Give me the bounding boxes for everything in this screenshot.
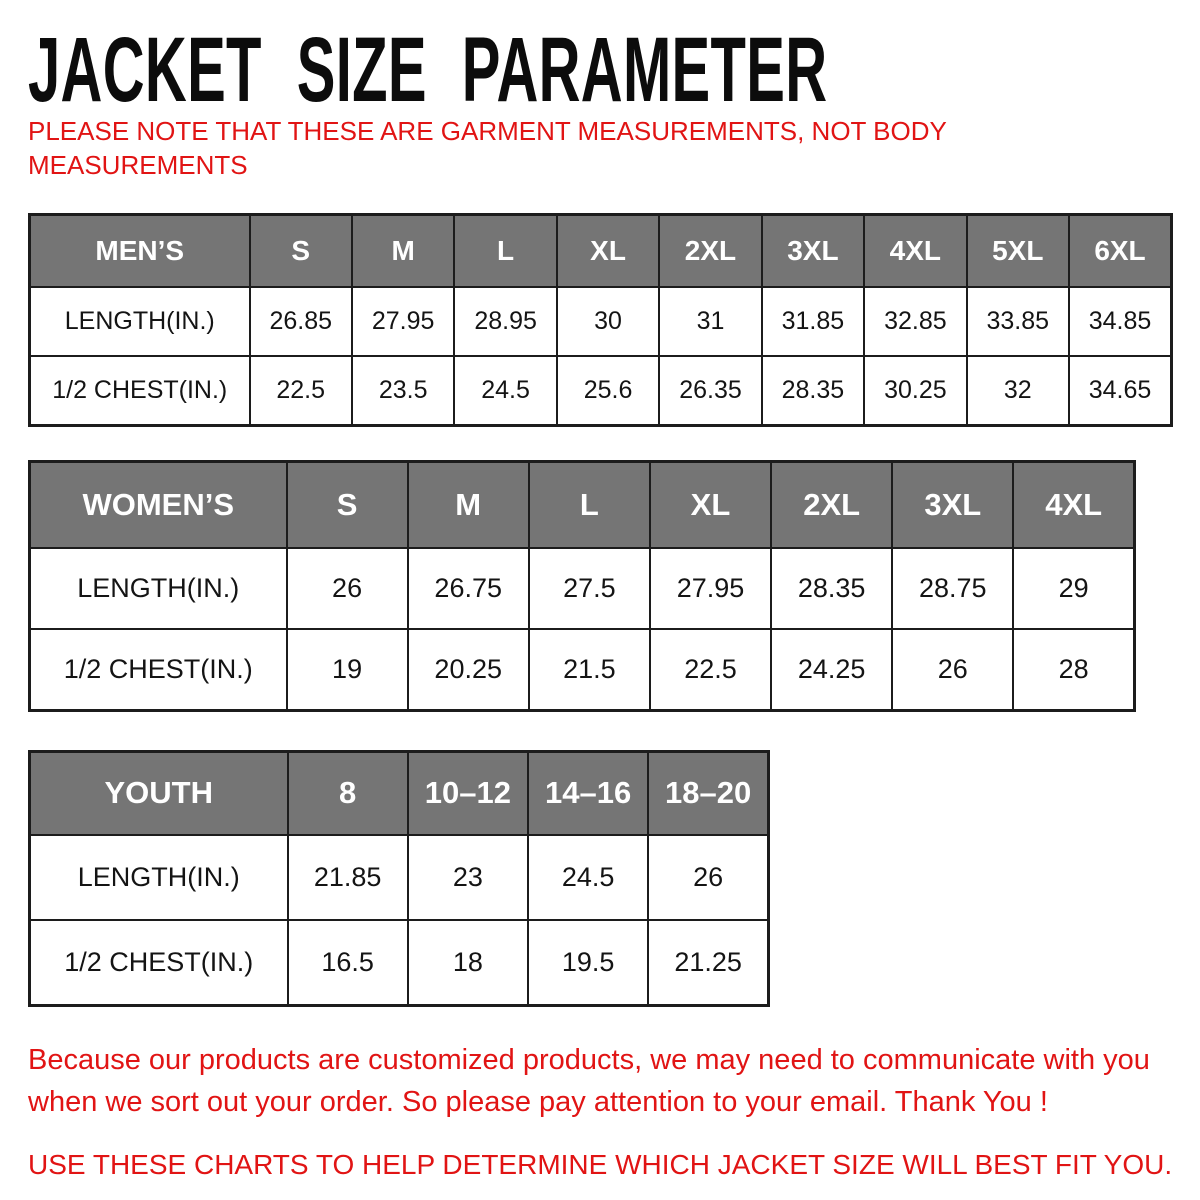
mens-size-header: 4XL <box>864 214 966 287</box>
row-label: LENGTH(IN.) <box>30 548 287 629</box>
measurement-cell: 31 <box>659 287 761 356</box>
row-label: 1/2 CHEST(IN.) <box>30 356 250 426</box>
table-row <box>30 629 1135 711</box>
measurement-cell: 25.6 <box>557 356 659 426</box>
measurement-cell: 30.25 <box>864 356 966 426</box>
womens-size-header: 2XL <box>771 461 892 548</box>
measurement-cell: 19 <box>287 629 408 711</box>
measurement-cell: 27.95 <box>650 548 771 629</box>
measurement-cell: 22.5 <box>650 629 771 711</box>
measurement-cell: 24.25 <box>771 629 892 711</box>
mens-size-header: 3XL <box>762 214 864 287</box>
measurement-cell: 26 <box>892 629 1013 711</box>
youth-header-row <box>30 751 769 835</box>
row-label: 1/2 CHEST(IN.) <box>30 629 287 711</box>
measurement-cell: 23.5 <box>352 356 454 426</box>
youth-size-header: 8 <box>288 751 408 835</box>
mens-size-header: M <box>352 214 454 287</box>
youth-size-header: 14–16 <box>528 751 648 835</box>
measurement-cell: 26.75 <box>408 548 529 629</box>
measurement-cell: 33.85 <box>967 287 1069 356</box>
mens-size-header: 5XL <box>967 214 1069 287</box>
measurement-cell: 28.75 <box>892 548 1013 629</box>
measurement-cell: 27.5 <box>529 548 650 629</box>
measurement-cell: 32.85 <box>864 287 966 356</box>
row-label: LENGTH(IN.) <box>30 287 250 356</box>
youth-size-header: 18–20 <box>648 751 768 835</box>
table-row <box>30 548 1135 629</box>
row-label: 1/2 CHEST(IN.) <box>30 920 288 1006</box>
youth-size-table <box>28 750 770 1007</box>
table-row <box>30 287 1172 356</box>
page-title: JACKET SIZE PARAMETER <box>28 19 828 121</box>
mens-size-header: 2XL <box>659 214 761 287</box>
womens-size-header: L <box>529 461 650 548</box>
measurement-cell: 16.5 <box>288 920 408 1006</box>
measurement-cell: 26.35 <box>659 356 761 426</box>
measurement-cell: 20.25 <box>408 629 529 711</box>
measurement-cell: 34.85 <box>1069 287 1172 356</box>
mens-group-label: MEN’S <box>30 214 250 287</box>
mens-size-header: 6XL <box>1069 214 1172 287</box>
measurement-cell: 26.85 <box>250 287 352 356</box>
youth-size-header: 10–12 <box>408 751 528 835</box>
measurement-cell: 26 <box>648 835 768 920</box>
womens-header-row <box>30 461 1135 548</box>
womens-size-header: 3XL <box>892 461 1013 548</box>
table-row <box>30 920 769 1006</box>
measurement-cell: 22.5 <box>250 356 352 426</box>
garment-measurement-note: PLEASE NOTE THAT THESE ARE GARMENT MEASUREMENTS, NOT BODY MEASUREMENTS <box>28 116 947 181</box>
measurement-cell: 28.95 <box>454 287 556 356</box>
measurement-cell: 18 <box>408 920 528 1006</box>
table-row <box>30 356 1172 426</box>
mens-size-header: S <box>250 214 352 287</box>
womens-size-header: 4XL <box>1013 461 1134 548</box>
measurement-cell: 21.85 <box>288 835 408 920</box>
womens-size-header: M <box>408 461 529 548</box>
measurement-cell: 32 <box>967 356 1069 426</box>
measurement-cell: 21.25 <box>648 920 768 1006</box>
measurement-cell: 19.5 <box>528 920 648 1006</box>
measurement-cell: 31.85 <box>762 287 864 356</box>
table-row <box>30 835 769 920</box>
womens-group-label: WOMEN’S <box>30 461 287 548</box>
measurement-cell: 29 <box>1013 548 1134 629</box>
mens-header-row <box>30 214 1172 287</box>
measurement-cell: 21.5 <box>529 629 650 711</box>
chart-usage-instruction: USE THESE CHARTS TO HELP DETERMINE WHICH JACKET SIZE WILL BEST FIT YOU. <box>28 1148 1173 1180</box>
measurement-cell: 30 <box>557 287 659 356</box>
measurement-cell: 23 <box>408 835 528 920</box>
measurement-cell: 34.65 <box>1069 356 1172 426</box>
measurement-cell: 26 <box>287 548 408 629</box>
womens-size-table <box>28 460 1136 712</box>
mens-size-header: L <box>454 214 556 287</box>
measurement-cell: 27.95 <box>352 287 454 356</box>
womens-size-header: S <box>287 461 408 548</box>
measurement-cell: 28.35 <box>771 548 892 629</box>
customization-notice: Because our products are customized products, we may need to communicate with you when we sort out your order. So please pay attention to your email. Thank You ! <box>28 1043 1150 1118</box>
measurement-cell: 24.5 <box>528 835 648 920</box>
womens-size-header: XL <box>650 461 771 548</box>
mens-size-header: XL <box>557 214 659 287</box>
youth-group-label: YOUTH <box>30 751 288 835</box>
measurement-cell: 28 <box>1013 629 1134 711</box>
row-label: LENGTH(IN.) <box>30 835 288 920</box>
mens-size-table <box>28 213 1173 427</box>
measurement-cell: 28.35 <box>762 356 864 426</box>
measurement-cell: 24.5 <box>454 356 556 426</box>
